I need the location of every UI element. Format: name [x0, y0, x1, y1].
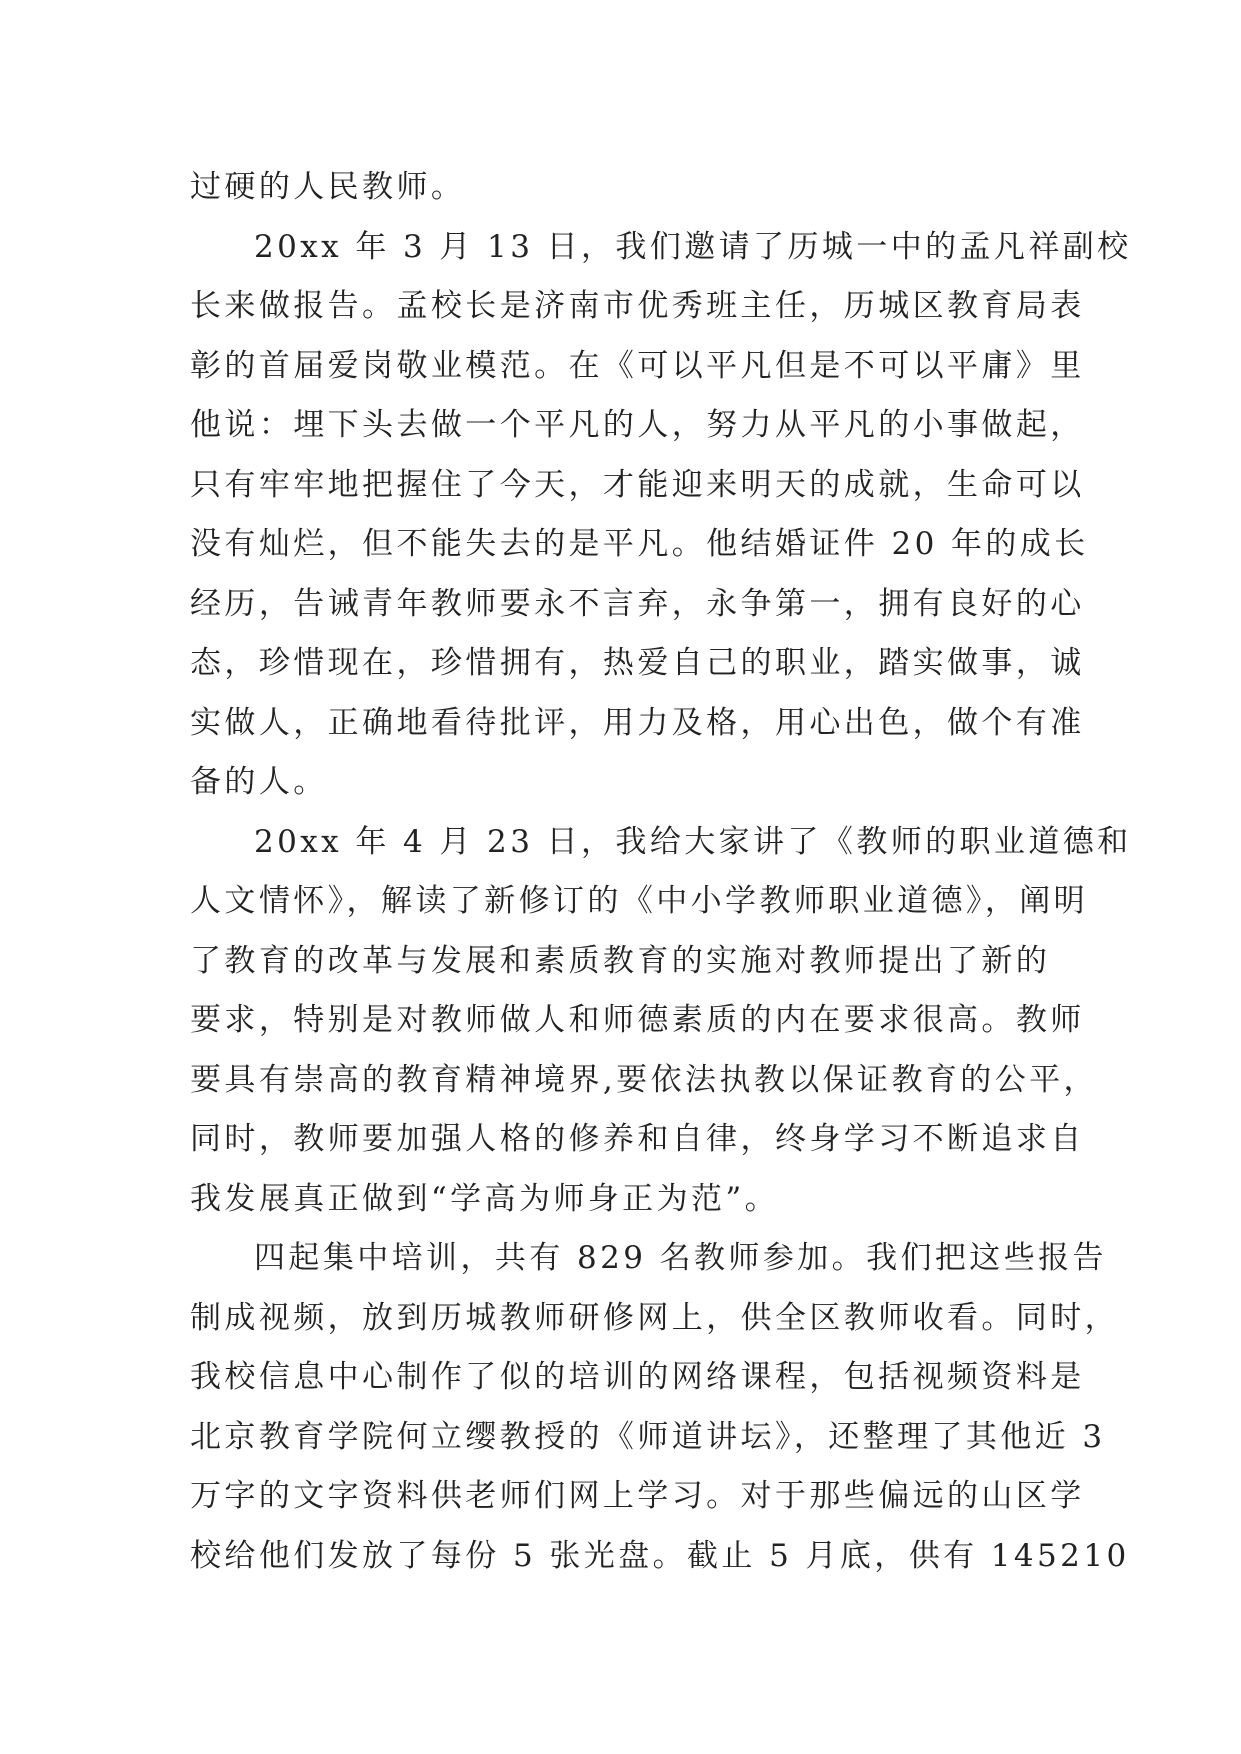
- text-line: 四起集中培训，共有 829 名教师参加。我们把这些报告: [254, 1240, 1107, 1276]
- body-text: [190, 158, 1132, 1586]
- text-line: 要求，特别是对教师做人和师德素质的内在要求很高。教师: [190, 1002, 1085, 1038]
- text-line: 没有灿烂，但不能失去的是平凡。他结婚证件 20 年的成长: [190, 526, 1089, 562]
- text-line: 人文情怀》，解读了新修订的《中小学教师职业道德》，阐明: [190, 883, 1089, 919]
- text-line: 20xx 年 3 月 13 日，我们邀请了历城一中的孟凡祥副校: [254, 228, 1132, 265]
- text-line: 过硬的人民教师。: [190, 169, 466, 205]
- text-line: 长来做报告。孟校长是济南市优秀班主任，历城区教育局表: [190, 288, 1085, 324]
- text-line: 彰的首届爱岗敬业模范。在《可以平凡但是不可以平庸》里: [190, 347, 1085, 384]
- text-line: 实做人，正确地看待批评，用力及格，用心出色，做个有准: [190, 704, 1085, 741]
- text-line: 了教育的改革与发展和素质教育的实施对教师提出了新的: [190, 942, 1051, 979]
- text-line: 我校信息中心制作了似的培训的网络课程，包括视频资料是: [190, 1359, 1085, 1395]
- text-line: 同时，教师要加强人格的修养和自律，终身学习不断追求自: [190, 1121, 1085, 1157]
- text-line: 北京教育学院何立缨教授的《师道讲坛》，还整理了其他近 3: [190, 1418, 1106, 1455]
- text-line: 态，珍惜现在，珍惜拥有，热爱自己的职业，踏实做事，诚: [190, 645, 1085, 681]
- text-line: 他说：埋下头去做一个平凡的人，努力从平凡的小事做起，: [190, 407, 1085, 443]
- text-line: 制成视频，放到历城教师研修网上，供全区教师收看。同时，: [190, 1299, 1120, 1336]
- text-line: 备的人。: [190, 764, 328, 800]
- text-line: 20xx 年 4 月 23 日，我给大家讲了《教师的职业道德和: [254, 823, 1132, 860]
- text-line: 校给他们发放了每份 5 张光盘。截止 5 月底，供有 145210: [190, 1537, 1130, 1574]
- text-line: 只有牢牢地把握住了今天，才能迎来明天的成就，生命可以: [190, 466, 1085, 503]
- text-line: 经历，告诫青年教师要永不言弃，永争第一，拥有良好的心: [190, 585, 1085, 622]
- text-line: 要具有崇高的教育精神境界,要依法执教以保证教育的公平，: [190, 1061, 1098, 1098]
- text-line: 万字的文字资料供老师们网上学习。对于那些偏远的山区学: [190, 1478, 1085, 1514]
- text-line: 我发展真正做到“学高为师身正为范”。: [190, 1180, 780, 1217]
